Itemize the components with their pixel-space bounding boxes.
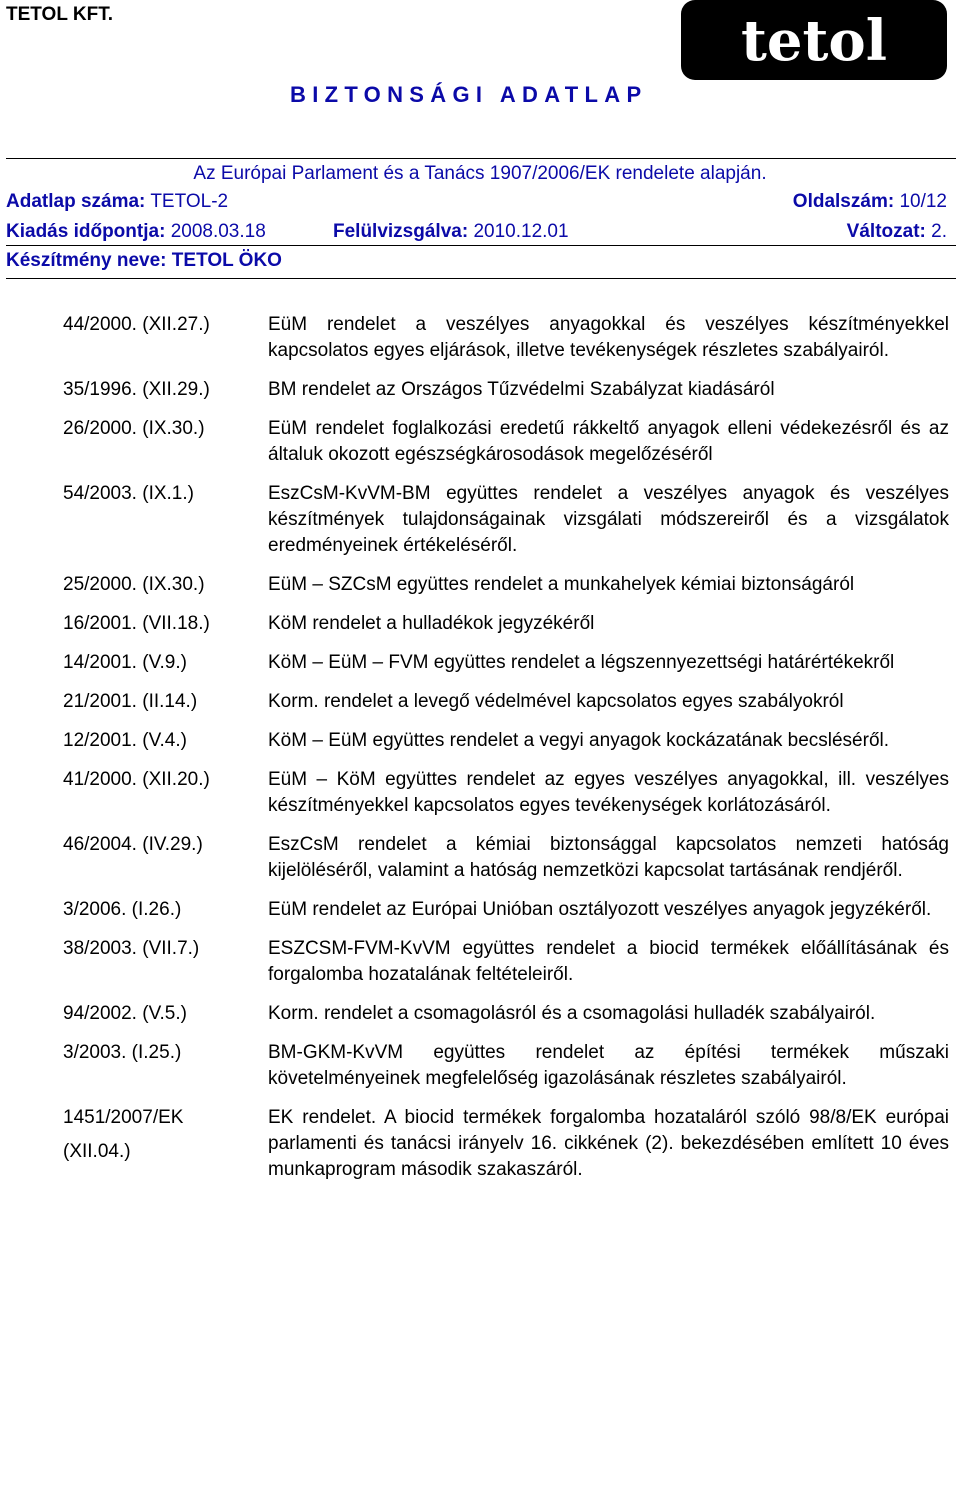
regulation-desc: EüM – SZCsM együttes rendelet a munkahelyek kémiai biztonságáról (268, 574, 855, 595)
regulation-desc: EüM rendelet foglalkozási eredetű rákkeltő anyagok elleni védekezésről és az általuk okozott egészségkárosodások megelőzéséről (268, 418, 949, 465)
company-name: TETOL KFT. (6, 4, 113, 25)
header-rule-bottom (6, 278, 956, 279)
list-item (63, 312, 949, 364)
regulation-ref: 35/1996. (XII.29.) (63, 379, 210, 400)
regulation-desc: KöM – EüM – FVM együttes rendelet a légszennyezettségi határértékekről (268, 652, 895, 673)
regulation-desc: KöM rendelet a hulladékok jegyzékéről (268, 613, 595, 634)
issue-value: 2008.03.18 (170, 221, 266, 242)
regulation-ref: 12/2001. (V.4.) (63, 730, 187, 751)
regulation-desc: KöM – EüM együttes rendelet a vegyi anyagok kockázatának becsléséről. (268, 730, 890, 751)
regulation-ref: 44/2000. (XII.27.) (63, 314, 210, 335)
regulation-desc: EK rendelet. A biocid termékek forgalomba hozataláról szóló 98/8/EK európai parlamenti és tanácsi irányelv 16. cikkének (2). bekezdésében említett 10 éves munkaprogram második szakaszáról. (268, 1107, 949, 1180)
regulation-ref: 25/2000. (IX.30.) (63, 574, 205, 595)
regulation-desc: EüM – KöM együttes rendelet az egyes veszélyes anyagokkal, ill. veszélyes készítményekkel kapcsolatos egyes tevékenységek korlátozásáról. (268, 769, 949, 816)
sheet-number-label: Adatlap száma: (6, 191, 146, 212)
regulation-desc: BM rendelet az Országos Tűzvédelmi Szabályzat kiadásáról (268, 379, 775, 400)
regulation-ref: 26/2000. (IX.30.) (63, 418, 205, 439)
regulation-desc: EszCsM-KvVM-BM együttes rendelet a veszélyes anyagok és veszélyes készítmények tulajdonságainak vizsgálati módszereiről és a vizsgálatok eredményeinek értékeléséről. (268, 483, 949, 556)
product-label: Készítmény neve: (6, 250, 167, 271)
regulation-ref: 46/2004. (IV.29.) (63, 834, 203, 855)
regulation-ref: 38/2003. (VII.7.) (63, 938, 200, 959)
page-value: 10/12 (899, 191, 947, 212)
regulation-desc: EüM rendelet az Európai Unióban osztályozott veszélyes anyagok jegyzékéről. (268, 899, 932, 920)
regulation-ref: 14/2001. (V.9.) (63, 652, 187, 673)
regulation-ref: 3/2003. (I.25.) (63, 1042, 182, 1063)
regulation-ref: 3/2006. (I.26.) (63, 899, 182, 920)
regulation-ref (63, 1105, 268, 1183)
header-row-product (6, 250, 947, 274)
list-item (63, 767, 949, 819)
list-item (63, 1105, 949, 1183)
list-item (63, 650, 949, 676)
revised-label: Felülvizsgálva: (333, 221, 469, 242)
regulation-ref-line2: (XII.04.) (63, 1141, 131, 1162)
tetol-logo (681, 0, 947, 80)
list-item (63, 1001, 949, 1027)
regulation-ref: 21/2001. (II.14.) (63, 691, 198, 712)
issue-label: Kiadás időpontja: (6, 221, 166, 242)
product-value: TETOL ÖKO (171, 250, 282, 271)
regulation-desc: ESZCSM-FVM-KvVM együttes rendelet a biocid termékek előállításának és forgalomba hozatalának feltételeiről. (268, 938, 949, 985)
document-title: BIZTONSÁGI ADATLAP (290, 82, 648, 107)
regulation-ref-line1: 1451/2007/EK (63, 1107, 184, 1128)
list-item (63, 611, 949, 637)
regulation-ref: 41/2000. (XII.20.) (63, 769, 210, 790)
list-item (63, 1040, 949, 1092)
regulation-line: Az Európai Parlament és a Tanács 1907/2006/EK rendelete alapján. (193, 163, 767, 184)
header-row-sheet (6, 191, 947, 215)
header-rule-top (6, 158, 956, 159)
logo-text: tetol (741, 8, 887, 74)
list-item (63, 728, 949, 754)
regulation-ref: 94/2002. (V.5.) (63, 1003, 187, 1024)
revised-value: 2010.12.01 (473, 221, 569, 242)
version-label: Változat: (846, 221, 926, 242)
list-item (63, 481, 949, 559)
list-item (63, 832, 949, 884)
version-value: 2. (931, 221, 947, 242)
page-label: Oldalszám: (792, 191, 895, 212)
sheet-number (6, 191, 228, 215)
regulation-ref: 54/2003. (IX.1.) (63, 483, 194, 504)
regulation-desc: BM-GKM-KvVM együttes rendelet az építési termékek műszaki követelményeinek megfelelőség igazolásának részletes szabályairól. (268, 1042, 949, 1089)
header-row-dates (6, 221, 947, 245)
regulation-desc: Korm. rendelet a csomagolásról és a csomagolási hulladék szabályairól. (268, 1003, 876, 1024)
regulation-desc: EszCsM rendelet a kémiai biztonsággal kapcsolatos nemzeti hatóság kijelöléséről, valamint a hatóság nemzetközi kapcsolat tartásának rendjéről. (268, 834, 949, 881)
list-item (63, 936, 949, 988)
regulation-ref: 16/2001. (VII.18.) (63, 613, 210, 634)
header-rule-middle (6, 245, 956, 246)
list-item (63, 416, 949, 468)
page-number (793, 191, 947, 215)
list-item (63, 897, 949, 923)
regulation-desc: EüM rendelet a veszélyes anyagokkal és veszélyes készítményekkel kapcsolatos egyes eljárások, illetve tevékenységek részletes szabályairól. (268, 314, 949, 361)
regulation-list (63, 312, 949, 1196)
list-item (63, 572, 949, 598)
regulation-desc: Korm. rendelet a levegő védelmével kapcsolatos egyes szabályokról (268, 691, 844, 712)
list-item (63, 689, 949, 715)
sheet-number-value: TETOL-2 (150, 191, 229, 212)
list-item (63, 377, 949, 403)
